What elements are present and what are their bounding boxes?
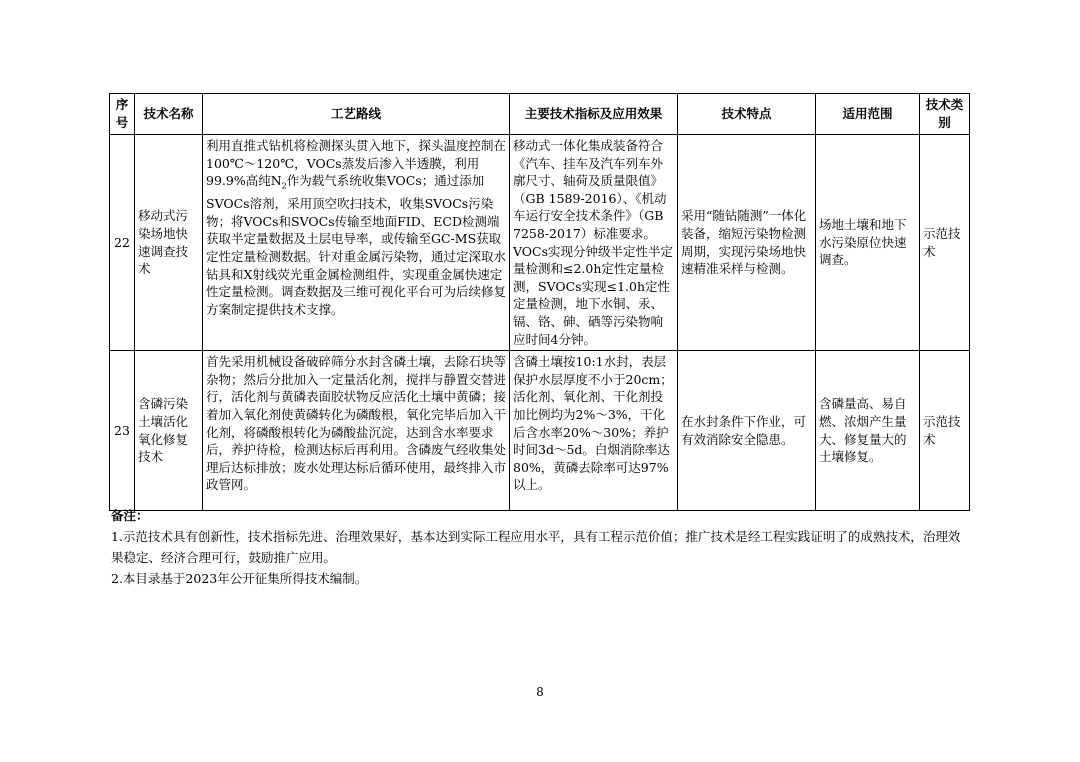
header-category: 技术类别 xyxy=(920,94,970,135)
row-indicators: 含磷土壤按10:1水封，表层保护水层厚度不小于20cm；活化剂、氧化剂、干化剂投加比例均为2%～3%，干化后含水率20%～30%；养护时间3d～5d。白烟消除率达80%，黄磷去除率可达97%以上。 xyxy=(510,351,678,511)
row-scope: 场地土壤和地下水污染原位快速调查。 xyxy=(816,135,920,351)
page-number: 8 xyxy=(536,685,544,699)
process-text-a: 利用直推式钻机将检测探头贯入地下，探头温度控制在100℃～120℃，VOCs蒸发后渗入半透膜，利用99.9%高纯N xyxy=(206,138,507,189)
notes-section xyxy=(111,505,971,589)
header-name: 技术名称 xyxy=(135,94,203,135)
row-no: 22 xyxy=(110,135,135,351)
row-indicators: 移动式一体化集成装备符合《汽车、挂车及汽车列车外廓尺寸、轴荷及质量限值》（GB 1589-2016）、《机动车运行安全技术条件》（GB 7258-2017）标准要求。VOCs实现分钟级半定性半定量检测和≤2.0h定性定量检测，SVOCs实现≤1.0h定性定量检测，地下水铜、汞、镉、铬、砷、硒等污染物响应时间4分钟。 xyxy=(510,135,678,351)
process-subscript: 2 xyxy=(281,181,287,191)
row-process xyxy=(203,135,510,351)
note-2: 2.本目录基于2023年公开征集所得技术编制。 xyxy=(111,571,368,586)
header-no: 序号 xyxy=(110,94,135,135)
row-process: 首先采用机械设备破碎筛分水封含磷土壤，去除石块等杂物；然后分批加入一定量活化剂，搅拌与静置交替进行，活化剂与黄磷表面胶状物反应活化土壤中黄磷；接着加入氧化剂使黄磷转化为磷酸根，氧化完毕后加入干化剂，将磷酸根转化为磷酸盐沉淀，达到含水率要求后，养护待检，检测达标后再利用。含磷废气经收集处理后达标排放；废水处理达标后循环使用，最终排入市政管网。 xyxy=(203,351,510,511)
header-scope: 适用范围 xyxy=(816,94,920,135)
row-name: 移动式污染场地快速调查技术 xyxy=(135,135,203,351)
row-category: 示范技术 xyxy=(920,351,970,511)
header-process: 工艺路线 xyxy=(203,94,510,135)
header-indicators: 主要技术指标及应用效果 xyxy=(510,94,678,135)
row-scope: 含磷量高、易自燃、浓烟产生量大、修复量大的土壤修复。 xyxy=(816,351,920,511)
header-row xyxy=(110,94,970,135)
row-features: 采用“随钻随测”一体化装备，缩短污染物检测周期，实现污染场地快速精准采样与检测。 xyxy=(678,135,816,351)
header-features: 技术特点 xyxy=(678,94,816,135)
table-row xyxy=(110,135,970,351)
row-features: 在水封条件下作业，可有效消除安全隐患。 xyxy=(678,351,816,511)
row-name: 含磷污染土壤活化氧化修复技术 xyxy=(135,351,203,511)
note-1: 1.示范技术具有创新性，技术指标先进、治理效果好，基本达到实际工程应用水平，具有工程示范价值；推广技术是经工程实践证明了的成熟技术，治理效果稳定、经济合理可行，鼓励推广应用。 xyxy=(111,529,961,565)
process-text-b: 作为载气系统收集VOCs；通过添加SVOCs溶剂，采用顶空吹扫技术，收集SVOCs污染物；将VOCs和SVOCs传输至地面FID、ECD检测端获取半定量数据及土层电导率，或传输至GC-MS获取定性定量检测数据。针对重金属污染物，通过定深取水钻具和X射线荧光重金属检测组件，实现重金属快速定性定量检测。调查数据及三维可视化平台可为后续修复方案制定提供技术支撑。 xyxy=(206,173,507,317)
notes-title: 备注： xyxy=(111,508,149,523)
table-row xyxy=(110,351,970,511)
row-category: 示范技术 xyxy=(920,135,970,351)
technology-table xyxy=(109,93,970,511)
row-no: 23 xyxy=(110,351,135,511)
